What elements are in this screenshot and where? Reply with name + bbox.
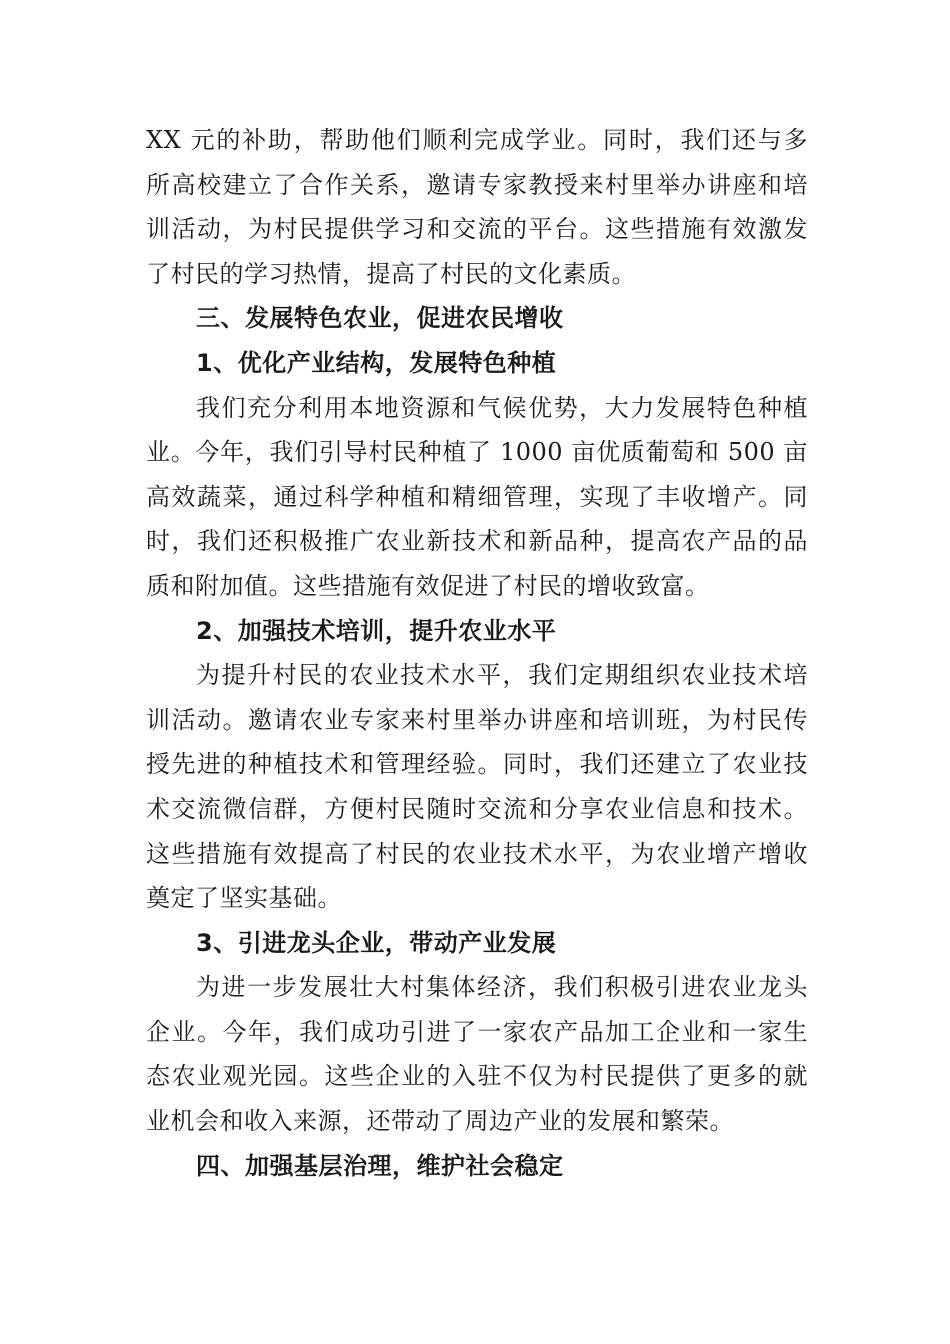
section2-tail-paragraph bbox=[146, 118, 808, 296]
document-page bbox=[146, 118, 808, 1188]
paragraph-line: 质和附加值。这些措施有效促进了村民的增收致富。 bbox=[146, 571, 710, 600]
section3-heading: 三、发展特色农业，促进农民增收 bbox=[196, 304, 564, 333]
paragraph-line: 训活动。邀请农业专家来村里举办讲座和培训班，为村民传 bbox=[146, 705, 808, 734]
paragraph-line: 所高校建立了合作关系，邀请专家教授来村里举办讲座和培 bbox=[146, 170, 808, 199]
paragraph-line: 为进一步发展壮大村集体经济，我们积极引进农业龙头 bbox=[196, 973, 808, 1002]
section3-sub3-paragraph bbox=[146, 965, 808, 1143]
section3-sub3-heading: 3、引进龙头企业，带动产业发展 bbox=[196, 928, 557, 957]
paragraph-line: 我们充分利用本地资源和气候优势，大力发展特色种植 bbox=[196, 393, 808, 422]
paragraph-line: 训活动，为村民提供学习和交流的平台。这些措施有效激发 bbox=[146, 215, 808, 244]
section3-sub1-heading: 1、优化产业结构，发展特色种植 bbox=[196, 348, 557, 377]
paragraph-line: 这些措施有效提高了村民的农业技术水平，为农业增产增收 bbox=[146, 839, 808, 868]
paragraph-line: 时，我们还积极推广农业新技术和新品种，提高农产品的品 bbox=[146, 527, 808, 556]
section3-sub1-paragraph bbox=[146, 386, 808, 609]
paragraph-line: 业。今年，我们引导村民种植了 1000 亩优质葡萄和 500 亩 bbox=[146, 438, 808, 467]
section3-sub2-heading: 2、加强技术培训，提升农业水平 bbox=[196, 616, 557, 645]
paragraph-line: 了村民的学习热情，提高了村民的文化素质。 bbox=[146, 259, 636, 288]
paragraph-line: 业机会和收入来源，还带动了周边产业的发展和繁荣。 bbox=[146, 1107, 734, 1136]
section4-heading: 四、加强基层治理，维护社会稳定 bbox=[196, 1151, 564, 1180]
paragraph-line: 高效蔬菜，通过科学种植和精细管理，实现了丰收增产。同 bbox=[146, 482, 808, 511]
paragraph-line: 企业。今年，我们成功引进了一家农产品加工企业和一家生 bbox=[146, 1017, 808, 1046]
section3-sub2-paragraph bbox=[146, 653, 808, 921]
paragraph-line: 奠定了坚实基础。 bbox=[146, 884, 342, 913]
paragraph-line: 为提升村民的农业技术水平，我们定期组织农业技术培 bbox=[196, 661, 808, 690]
paragraph-line: XX 元的补助，帮助他们顺利完成学业。同时，我们还与多 bbox=[146, 126, 808, 154]
paragraph-line: 术交流微信群，方便村民随时交流和分享农业信息和技术。 bbox=[146, 794, 808, 823]
paragraph-line: 态农业观光园。这些企业的入驻不仅为村民提供了更多的就 bbox=[146, 1062, 808, 1091]
paragraph-line: 授先进的种植技术和管理经验。同时，我们还建立了农业技 bbox=[146, 750, 808, 779]
